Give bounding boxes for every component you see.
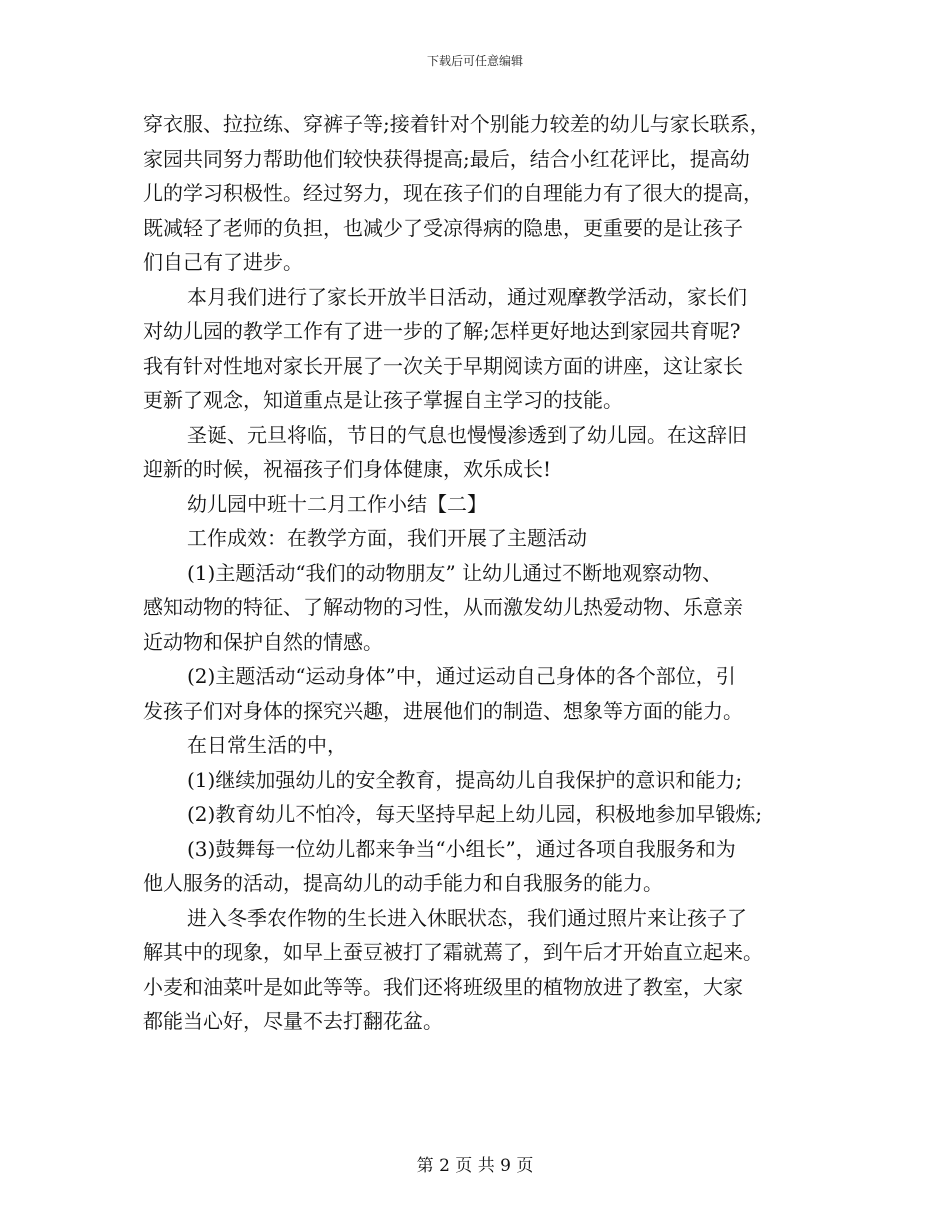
text-line: 既减轻了老师的负担，也减少了受凉得病的隐患，更重要的是让孩子 [143,215,743,240]
text-line: 近动物和保护自然的情感。 [143,629,383,654]
text-line: 工作成效：在教学方面，我们开展了主题活动 [187,526,587,550]
text-line: 解其中的现象，如早上蚕豆被打了霜就蔫了，到午后才开始直立起来。 [143,940,763,964]
text-line: 圣诞、元旦将临，节日的气息也慢慢渗透到了幼儿园。在这辞旧 [187,422,747,447]
section-heading: 幼儿园中班十二月工作小结【二】 [187,491,487,516]
text-line: (1)继续加强幼儿的安全教育，提高幼儿自我保护的意识和能力; [187,767,743,792]
text-line: 对幼儿园的教学工作有了进一步的了解;怎样更好地达到家园共育呢? [143,319,741,343]
text-line: (2)教育幼儿不怕冷，每天坚持早起上幼儿园，积极地参加早锻炼; [187,802,763,826]
text-line: 在日常生活的中， [187,733,347,757]
document-body [143,107,811,1039]
text-line: 都能当心好，尽量不去打翻花盆。 [143,1009,443,1033]
text-line: (1)主题活动“我们的动物朋友” 让幼儿通过不断地观察动物、 [187,560,723,585]
page-number: 第 2 页 共 9 页 [416,1156,534,1176]
text-line: 们自己有了进步。 [143,250,303,274]
text-line: 感知动物的特征、了解动物的习性，从而激发幼儿热爱动物、乐意亲 [143,595,743,619]
text-line: 儿的学习积极性。经过努力，现在孩子们的自理能力有了很大的提高， [143,181,763,205]
page-header: 下载后可任意编辑 [426,54,523,68]
text-line: 本月我们进行了家长开放半日活动，通过观摩教学活动，家长们 [187,284,747,309]
text-line: 更新了观念，知道重点是让孩子掌握自主学习的技能。 [143,388,623,412]
text-line: 进入冬季农作物的生长进入休眠状态，我们通过照片来让孩子了 [187,905,747,930]
text-line: (2)主题活动“运动身体”中，通过运动自己身体的各个部位，引 [187,664,736,688]
text-line: 他人服务的活动，提高幼儿的动手能力和自我服务的能力。 [143,871,663,895]
text-line: 穿衣服、拉拉练、穿裤子等;接着针对个别能力较差的幼儿与家长联系， [143,112,770,136]
text-line: 家园共同努力帮助他们较快获得提高;最后，结合小红花评比，提高幼 [143,146,750,171]
text-line: 迎新的时候，祝福孩子们身体健康，欢乐成长! [143,457,552,481]
text-line: (3)鼓舞每一位幼儿都来争当“小组长”，通过各项自我服务和为 [187,836,736,861]
text-line: 发孩子们对身体的探究兴趣，进展他们的制造、想象等方面的能力。 [143,698,743,723]
text-line: 我有针对性地对家长开展了一次关于早期阅读方面的讲座，这让家长 [143,353,743,378]
text-line: 小麦和油菜叶是如此等等。我们还将班级里的植物放进了教室，大家 [143,974,743,999]
